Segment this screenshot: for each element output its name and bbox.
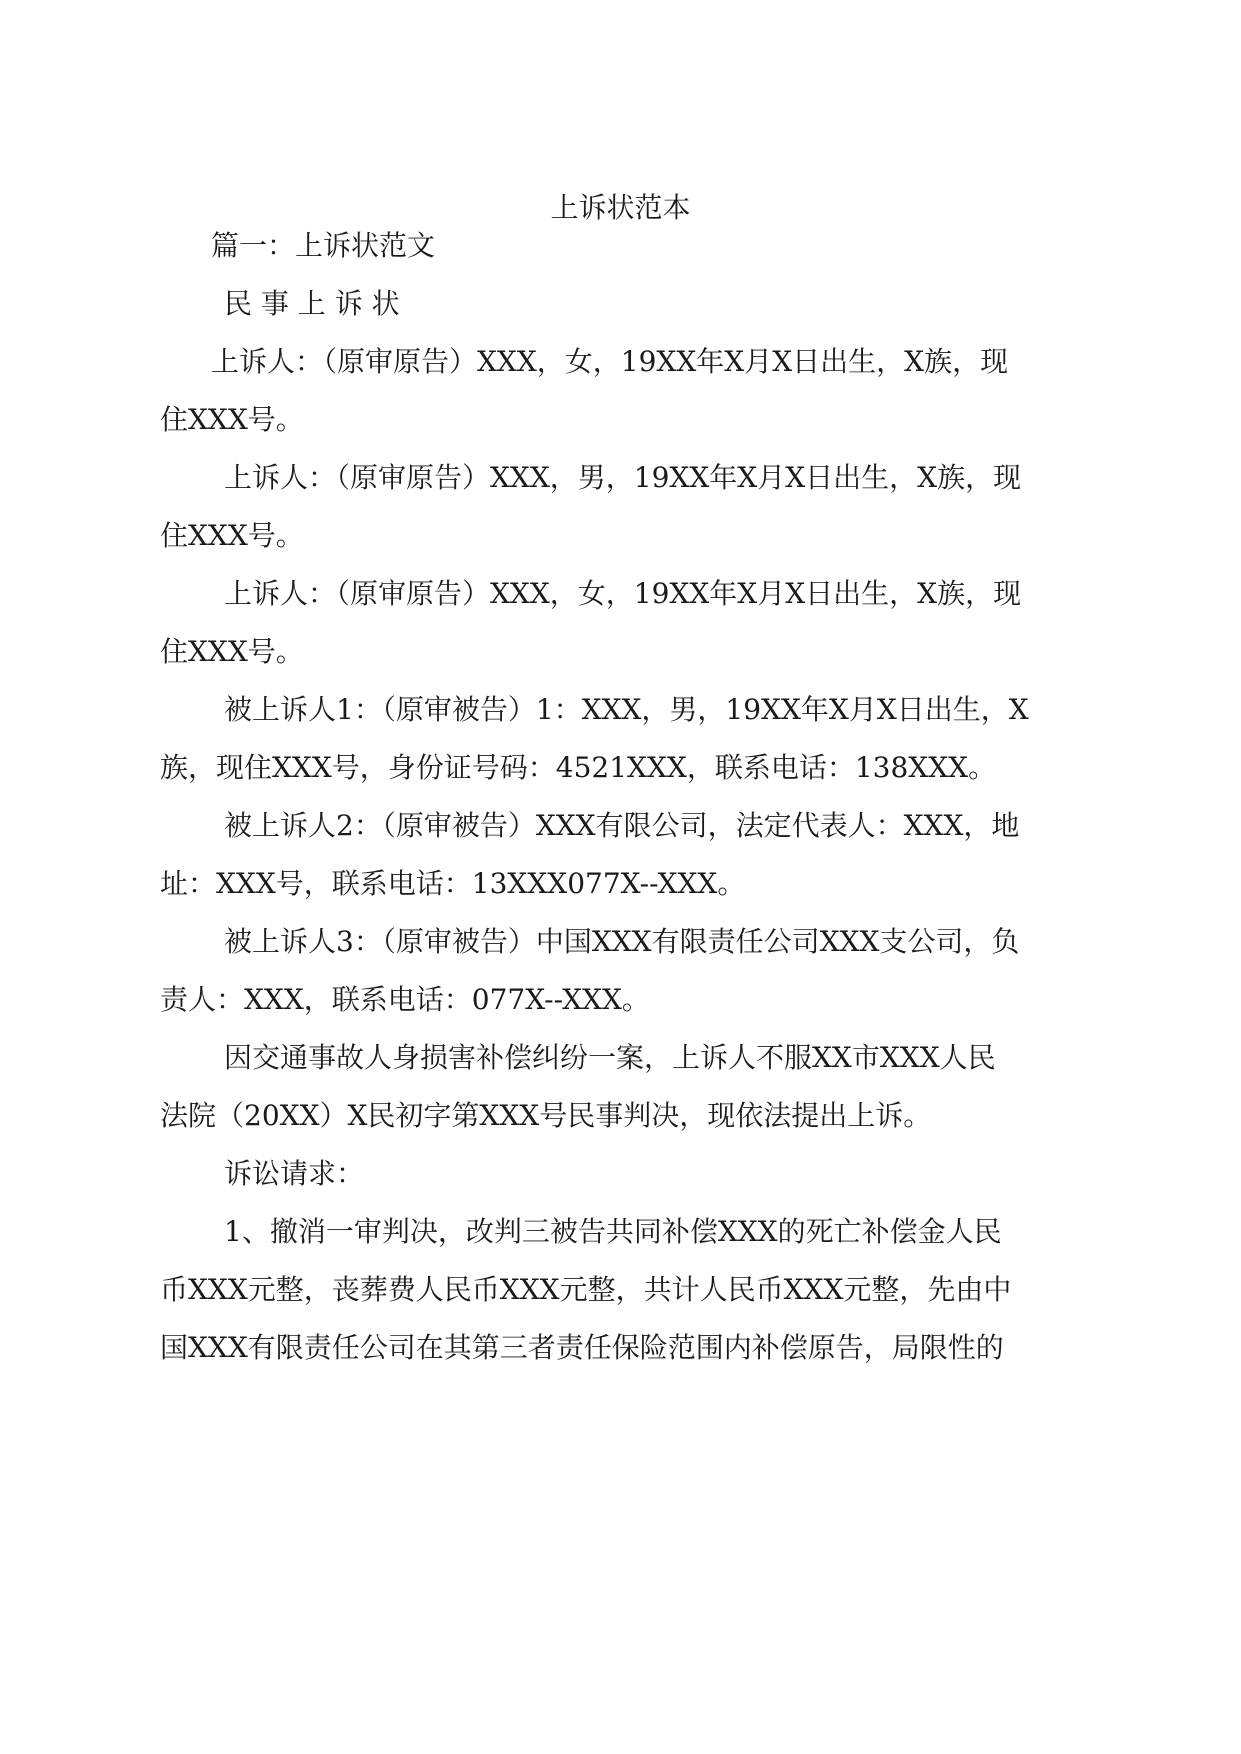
- section-label-claims: 诉讼请求：: [224, 1157, 365, 1190]
- doc-type-heading: 民 事 上 诉 状: [224, 287, 400, 320]
- section-heading: 篇一：上诉状范文: [211, 229, 436, 262]
- paragraph-line: 法院（20XX）X民初字第XXX号民事判决，现依法提出上诉。: [160, 1099, 932, 1132]
- paragraph-line: 上诉人：（原审原告）XXX，女，19XX年X月X日出生，X族，现: [224, 577, 1022, 610]
- document-title: 上诉状范本: [550, 191, 691, 224]
- paragraph-line: 住XXX号。: [160, 519, 304, 552]
- paragraph-line: 责人：XXX，联系电话：077X--XXX。: [160, 983, 650, 1016]
- paragraph-line: 被上诉人1：（原审被告）1：XXX，男，19XX年X月X日出生，X: [224, 693, 1029, 726]
- paragraph-line: 住XXX号。: [160, 403, 304, 436]
- paragraph-line: 国XXX有限责任公司在其第三者责任保险范围内补偿原告，局限性的: [160, 1331, 1004, 1364]
- paragraph-line: 族，现住XXX号，身份证号码：4521XXX，联系电话：138XXX。: [160, 751, 997, 784]
- paragraph-line: 币XXX元整，丧葬费人民币XXX元整，共计人民币XXX元整，先由中: [160, 1273, 1012, 1306]
- paragraph-line: 1、撤消一审判决，改判三被告共同补偿XXX的死亡补偿金人民: [224, 1215, 1002, 1248]
- paragraph-line: 址：XXX号，联系电话：13XXX077X--XXX。: [160, 867, 746, 900]
- paragraph-line: 因交通事故人身损害补偿纠纷一案，上诉人不服XX市XXX人民: [224, 1041, 996, 1074]
- paragraph-line: 上诉人：（原审原告）XXX，男，19XX年X月X日出生，X族，现: [224, 461, 1022, 494]
- paragraph-line: 住XXX号。: [160, 635, 304, 668]
- paragraph-line: 被上诉人2：（原审被告）XXX有限公司，法定代表人：XXX，地: [224, 809, 1020, 842]
- paragraph-line: 被上诉人3：（原审被告）中国XXX有限责任公司XXX支公司，负: [224, 925, 1020, 958]
- paragraph-line: 上诉人：（原审原告）XXX，女，19XX年X月X日出生，X族，现: [211, 345, 1009, 378]
